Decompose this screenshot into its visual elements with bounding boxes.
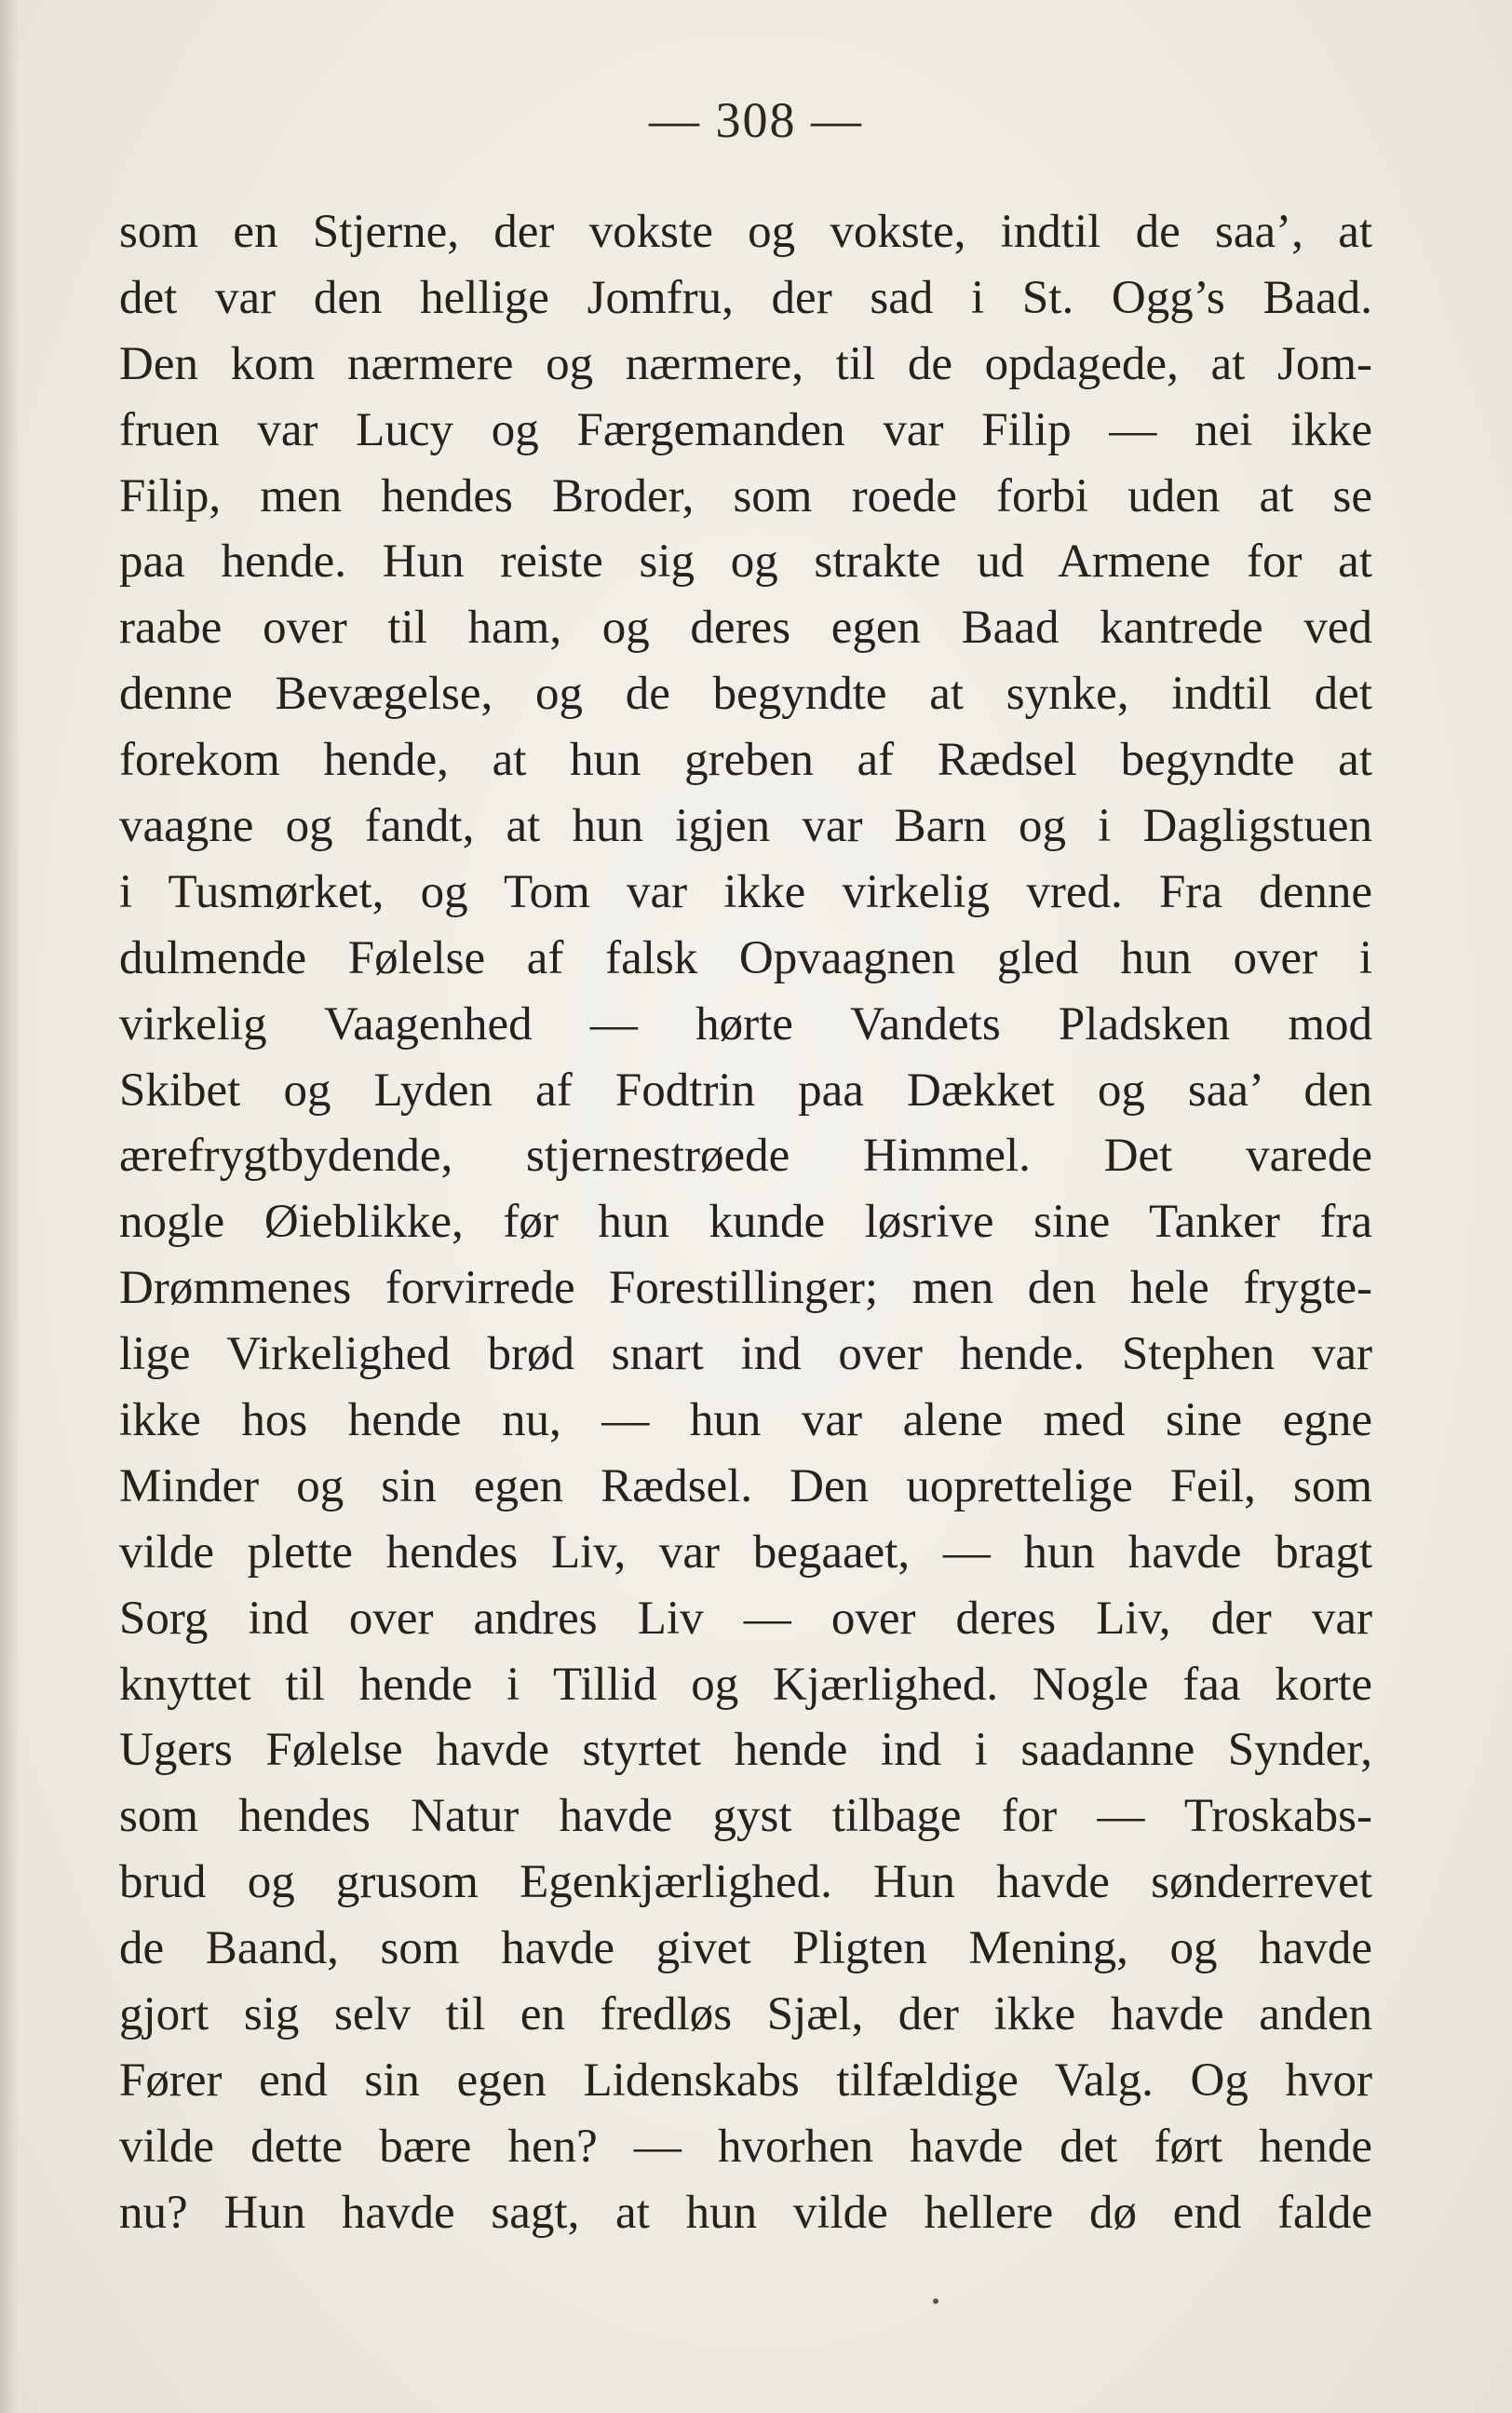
text-line: nu? Hun havde sagt, at hun vilde hellere dø end falde bbox=[119, 2186, 1372, 2239]
text-line: lige Virkelighed brød snart ind over hende. Stephen var bbox=[119, 1328, 1372, 1381]
body-text bbox=[119, 199, 1372, 2246]
text-line: Sorg ind over andres Liv — over deres Liv, der var bbox=[119, 1592, 1372, 1645]
text-line: virkelig Vaagenhed — hørte Vandets Pladsken mod bbox=[119, 997, 1372, 1051]
text-line: som hendes Natur havde gyst tilbage for — Troskabs- bbox=[119, 1790, 1372, 1843]
text-line: som en Stjerne, der vokste og vokste, indtil de saa’, at bbox=[119, 206, 1372, 258]
text-line: vilde plette hendes Liv, var begaaet, — hun havde bragt bbox=[119, 1525, 1372, 1579]
text-line: de Baand, som havde givet Pligten Mening, og havde bbox=[119, 1922, 1372, 1975]
text-line: dulmende Følelse af falsk Opvaagnen gled hun over i bbox=[119, 931, 1372, 984]
text-line: det var den hellige Jomfru, der sad i St. Ogg’s Baad. bbox=[119, 271, 1372, 324]
text-line: Minder og sin egen Rædsel. Den uopretteligе Feil, som bbox=[119, 1459, 1372, 1512]
text-line: vilde dette bære hen? — hvorhen havde det ført hende bbox=[119, 2120, 1372, 2173]
text-line: gjort sig selv til en fredløs Sjæl, der ikke havde anden bbox=[119, 1988, 1372, 2041]
text-line: fruen var Lucy og Færgemanden var Filip — nei ikke bbox=[119, 403, 1372, 456]
text-line: Fører end sin egen Lidenskabs tilfældige Valg. Og hvor bbox=[119, 2054, 1372, 2107]
page-binding-edge bbox=[0, 0, 19, 2413]
text-line: ikke hos hende nu, — hun var alene med sine egne bbox=[119, 1394, 1372, 1447]
text-line: Filip, men hendes Broder, som roede forbi uden at se bbox=[119, 469, 1372, 522]
text-line: knyttet til hende i Tillid og Kjærlighed. Nogle faa korte bbox=[119, 1658, 1372, 1711]
text-line: brud og grusom Egenkjærlighed. Hun havde sønderrevet bbox=[119, 1856, 1372, 1909]
page-number: — 308 — bbox=[649, 92, 863, 148]
text-line: Drømmenes forvirrede Forestillinger; men den hele frygte- bbox=[119, 1262, 1372, 1315]
text-line: Skibet og Lyden af Fodtrin paa Dækket og saa’ den bbox=[119, 1064, 1372, 1117]
ink-speck bbox=[933, 2298, 938, 2304]
text-line: forekom hende, at hun greben af Rædsel begyndte at bbox=[119, 734, 1372, 787]
text-line: i Tusmørket, og Tom var ikke virkelig vred. Fra denne bbox=[119, 865, 1372, 918]
text-line: Ugers Følelse havde styrtet hende ind i saadanne Synder, bbox=[119, 1724, 1372, 1777]
text-line: ærefrygtbydende, stjernestrøede Himmel. Det varede bbox=[119, 1130, 1372, 1183]
text-line: vaagne og fandt, at hun igjen var Barn og i Dagligstuen bbox=[119, 800, 1372, 853]
text-line: paa hende. Hun reiste sig og strakte ud Armene for at bbox=[119, 535, 1372, 589]
text-line: nogle Øieblikke, før hun kunde løsrive sine Tanker fra bbox=[119, 1196, 1372, 1249]
text-line: denne Bevægelse, og de begyndte at synke, indtil det bbox=[119, 668, 1372, 721]
text-line: raabe over til ham, og deres egen Baad kantrede ved bbox=[119, 602, 1372, 655]
text-line: Den kom nærmere og nærmere, til de opdagede, at Jom- bbox=[119, 337, 1372, 390]
